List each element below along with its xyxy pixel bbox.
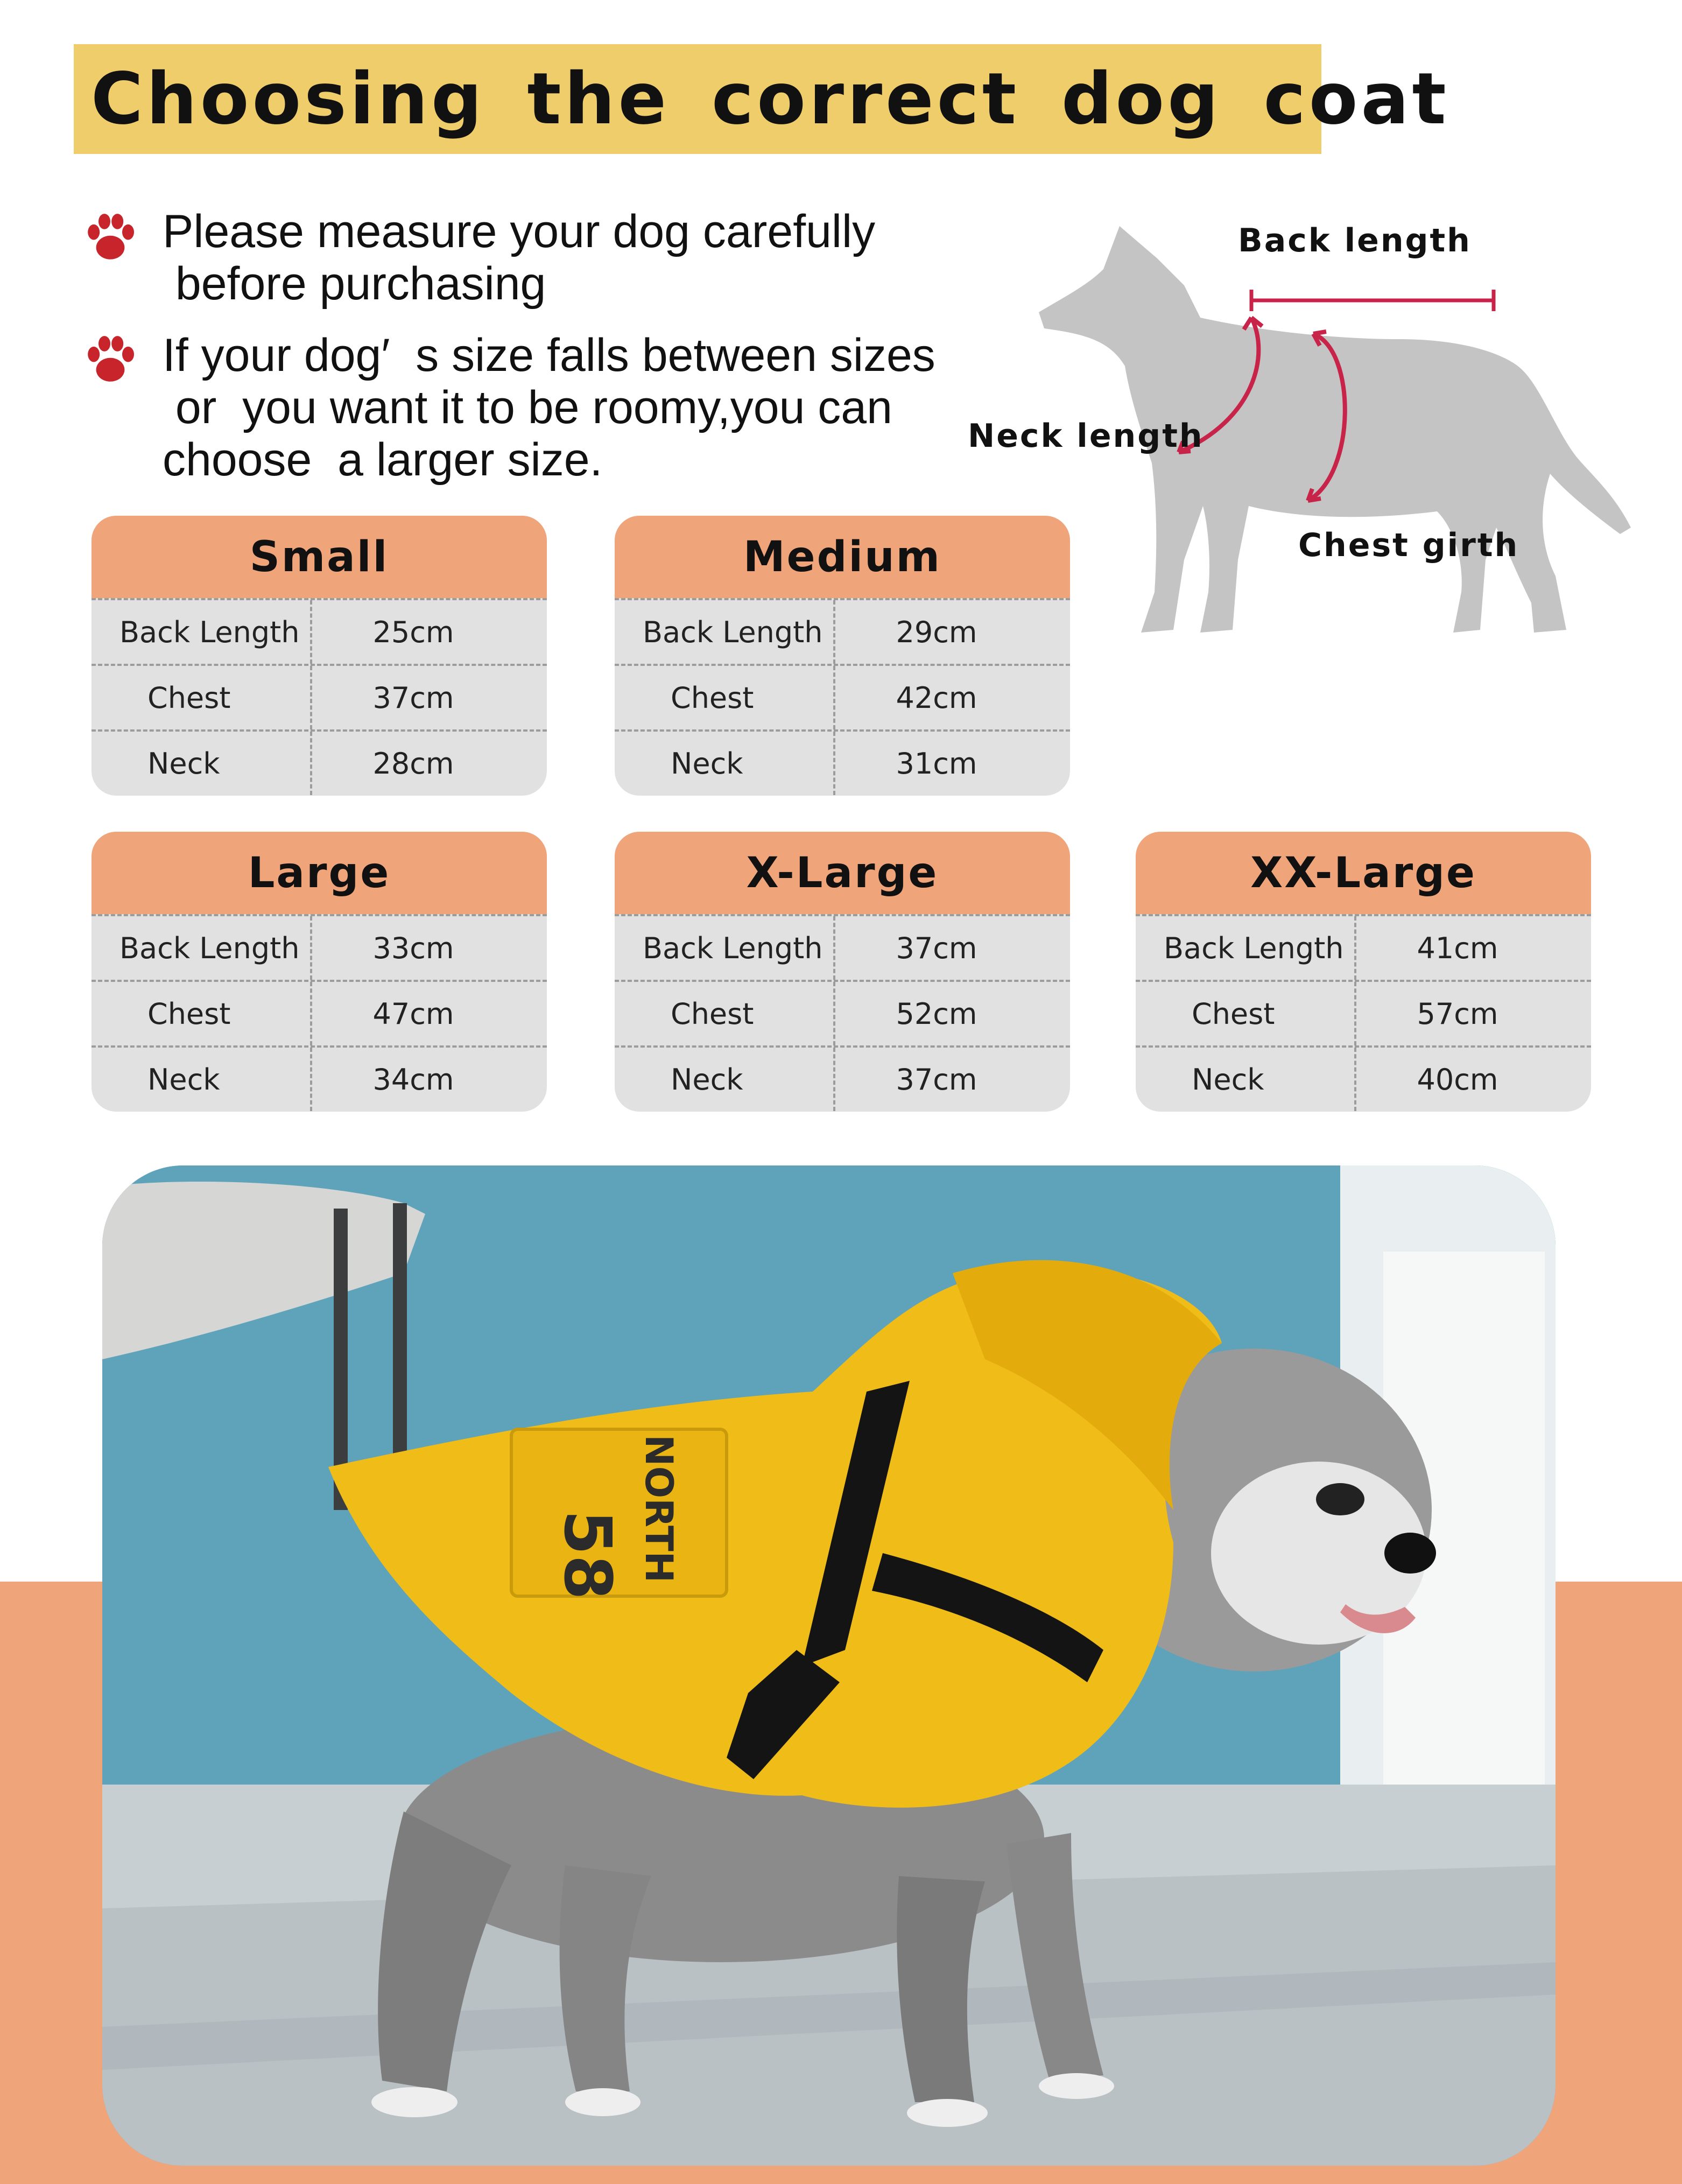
- size-card-title: Small: [92, 516, 547, 598]
- size-card-medium: [615, 516, 1070, 796]
- measurement-diagram: [968, 205, 1642, 651]
- size-card-x-large: [615, 832, 1070, 1112]
- neck-length-label: Neck length: [968, 417, 1204, 455]
- product-photo: [102, 1165, 1556, 2166]
- row-label: Back Length: [1136, 916, 1356, 980]
- paw-icon: [81, 207, 140, 269]
- row-label: Chest: [615, 982, 835, 1045]
- table-row: [1136, 980, 1591, 1045]
- paw-icon: [81, 329, 140, 391]
- table-row: [615, 664, 1070, 729]
- page-title: Choosing the correct dog coat: [91, 58, 1449, 141]
- row-label: Back Length: [615, 600, 835, 664]
- row-label: Chest: [615, 666, 835, 729]
- row-label: Chest: [92, 982, 312, 1045]
- size-card-title: Medium: [615, 516, 1070, 598]
- row-label: Back Length: [92, 916, 312, 980]
- row-value: 37cm: [896, 931, 977, 965]
- table-row: [615, 729, 1070, 795]
- row-label: Neck: [1136, 1048, 1356, 1111]
- row-value: 42cm: [896, 680, 977, 715]
- row-label: Chest: [92, 666, 312, 729]
- table-row: [615, 914, 1070, 980]
- row-label: Back Length: [92, 600, 312, 664]
- row-value: 52cm: [896, 996, 977, 1031]
- back-length-label: Back length: [1238, 222, 1472, 259]
- table-row: [92, 914, 547, 980]
- row-value: 29cm: [896, 615, 977, 649]
- table-row: [615, 980, 1070, 1045]
- size-card-title: XX-Large: [1136, 832, 1591, 914]
- note-measure: Please measure your dog carefully before purchasing: [163, 206, 876, 310]
- table-row: [1136, 1045, 1591, 1111]
- table-row: [92, 980, 547, 1045]
- row-value: 34cm: [372, 1062, 454, 1097]
- row-value: 37cm: [372, 680, 454, 715]
- table-row: [92, 598, 547, 664]
- coat-print-number: 58: [550, 1510, 624, 1600]
- table-row: [1136, 914, 1591, 980]
- table-row: [92, 729, 547, 795]
- size-card-small: [92, 516, 547, 796]
- row-value: 25cm: [372, 615, 454, 649]
- title-banner: [74, 44, 1449, 154]
- row-value: 33cm: [372, 931, 454, 965]
- row-value: 41cm: [1417, 931, 1498, 965]
- coat-print-word: NORTH: [637, 1435, 681, 1583]
- row-label: Neck: [615, 1048, 835, 1111]
- table-row: [92, 1045, 547, 1111]
- note-sizes: If your dog′ s size falls between sizes or you want it to be roomy,you can choose a larger size.: [163, 329, 935, 486]
- row-value: 40cm: [1417, 1062, 1498, 1097]
- size-card-xx-large: [1136, 832, 1591, 1112]
- chest-girth-label: Chest girth: [1298, 526, 1519, 564]
- row-label: Back Length: [615, 916, 835, 980]
- size-card-title: X-Large: [615, 832, 1070, 914]
- row-value: 37cm: [896, 1062, 977, 1097]
- table-row: [615, 1045, 1070, 1111]
- row-label: Neck: [92, 1048, 312, 1111]
- row-value: 28cm: [372, 746, 454, 781]
- row-value: 31cm: [896, 746, 977, 781]
- table-row: [92, 664, 547, 729]
- table-row: [615, 598, 1070, 664]
- size-card-large: [92, 832, 547, 1112]
- row-label: Neck: [92, 732, 312, 795]
- row-value: 47cm: [372, 996, 454, 1031]
- row-label: Chest: [1136, 982, 1356, 1045]
- row-label: Neck: [615, 732, 835, 795]
- row-value: 57cm: [1417, 996, 1498, 1031]
- size-card-title: Large: [92, 832, 547, 914]
